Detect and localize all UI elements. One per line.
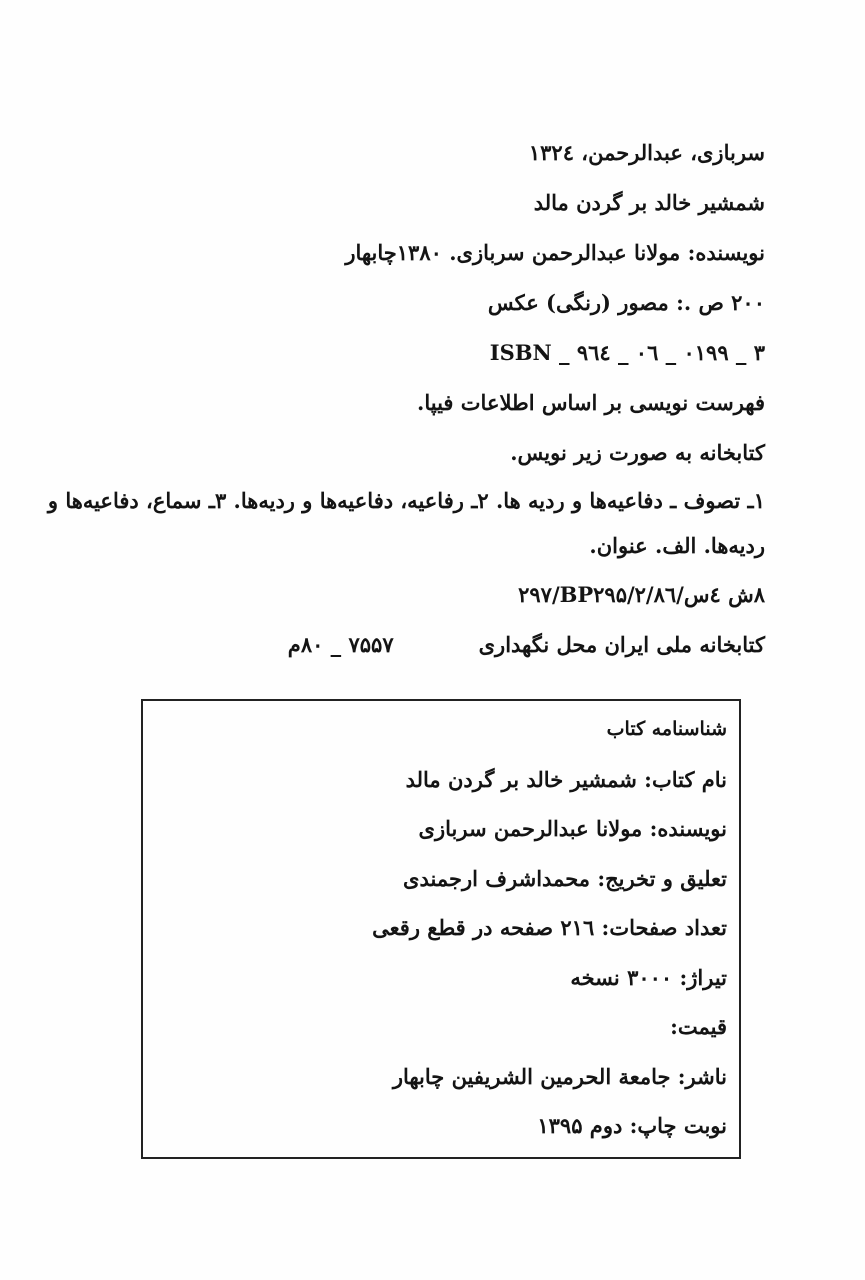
cip-title: شمشیر خالد بر گردن مالد [533, 190, 765, 215]
card-author: نویسنده: مولانا عبدالرحمن سربازی [418, 816, 727, 841]
cip-statement: نویسنده: مولانا عبدالرحمن سربازی. ۱۳۸۰چابهار [345, 240, 765, 265]
cip-note-library: کتابخانه به صورت زیر نویس. [510, 440, 765, 465]
card-heading: شناسنامه کتاب [606, 718, 727, 740]
card-publisher: ناشر: جامعة الحرمین الشریفین چابهار [392, 1063, 727, 1089]
cip-physical-description: ۲۰۰ ص .: مصور (رنگی) عکس [487, 290, 765, 315]
cip-library-line [20, 620, 765, 670]
card-book-name: نام کتاب: شمشیر خالد بر گردن مالد [405, 766, 727, 792]
card-price: قیمت: [670, 1014, 727, 1039]
cip-library: کتابخانه ملی ایران محل نگهداری [478, 632, 765, 657]
cip-library-number: ۷۵۵۷ _ ۸۰م [287, 632, 394, 657]
cip-note-fipa: فهرست نویسی بر اساس اطلاعات فیپا. [417, 390, 765, 415]
cip-isbn-line [20, 328, 765, 378]
book-id-card [141, 699, 741, 1159]
cip-subjects: ۱ـ تصوف ـ دفاعیه‌ها و ردیه ها. ۲ـ رفاعیه، دفاعیه‌ها و ردیه‌ها. ۳ـ سماع، دفاعیه‌ها و ردیه‌ها. الف. عنوان. [47, 488, 765, 558]
cip-author: سربازی، عبدالرحمن، ۱۳۲٤ [528, 140, 765, 165]
card-annotation: تعلیق و تخریج: محمداشرف ارجمندی [403, 865, 727, 891]
cip-isbn: ISBN _ ۹٦٤ _ ۰٦ _ ۰۱۹۹ _ ۳ [489, 340, 765, 365]
cip-classification: ۸ش ٤س/BP۲۹۵/۲/۸٦/۲۹۷ [518, 582, 765, 607]
card-pages: تعداد صفحات: ۲۱٦ صفحه در قطع رقعی [372, 915, 727, 940]
card-print-run: تیراژ: ۳۰۰۰ نسخه [570, 964, 727, 990]
cataloging-in-publication-block [20, 128, 765, 670]
card-edition: نوبت چاپ: دوم ۱۳۹۵ [537, 1113, 727, 1138]
